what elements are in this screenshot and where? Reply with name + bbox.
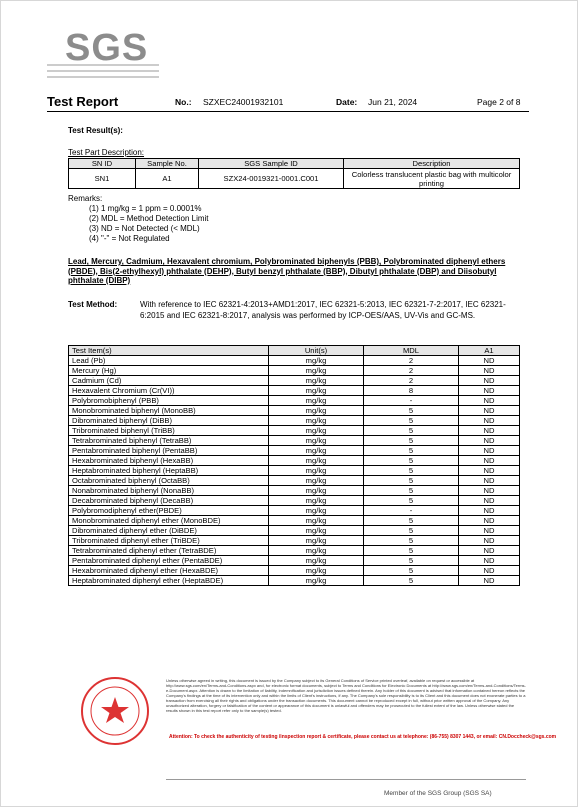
cell-a1: ND — [459, 466, 520, 476]
results-row — [69, 496, 520, 506]
col-description: Description — [344, 159, 520, 169]
cell-unit: mg/kg — [269, 466, 364, 476]
test-method-text: With reference to IEC 62321-4:2013+AMD1:2017, IEC 62321-5:2013, IEC 62321-7-2:2017, IEC 62321-6:2015 and IEC 62321-8:2017, analysis was performed by ICP-OES/AAS, UV-Vis and GC-MS. — [140, 300, 506, 320]
cell-unit: mg/kg — [269, 516, 364, 526]
report-title: Test Report — [47, 94, 119, 109]
results-row — [69, 486, 520, 496]
authenticity-notice: Attention: To check the authenticity of testing /inspection report & certificate, please contact us at telephone: (86-755) 8307 1443, or email: CN.Doccheck@sgs.com — [169, 734, 557, 740]
cell-a1: ND — [459, 426, 520, 436]
col-unit: Unit(s) — [269, 346, 364, 356]
cell-mdl: 5 — [364, 466, 459, 476]
results-row — [69, 386, 520, 396]
cell-mdl: 5 — [364, 406, 459, 416]
results-row — [69, 546, 520, 556]
date-label: Date: — [336, 97, 358, 107]
results-row — [69, 396, 520, 406]
remark-2: (2) MDL = Method Detection Limit — [89, 214, 209, 223]
cell-unit: mg/kg — [269, 526, 364, 536]
results-row — [69, 426, 520, 436]
cell-test-item: Monobrominated diphenyl ether (MonoBDE) — [69, 516, 269, 526]
results-row — [69, 516, 520, 526]
cell-test-item: Tetrabrominated diphenyl ether (TetraBDE) — [69, 546, 269, 556]
cell-test-item: Octabrominated biphenyl (OctaBB) — [69, 476, 269, 486]
cell-test-item: Tribrominated biphenyl (TriBB) — [69, 426, 269, 436]
cell-a1: ND — [459, 516, 520, 526]
cell-a1: ND — [459, 356, 520, 366]
results-row — [69, 436, 520, 446]
col-sgs-sample-id: SGS Sample ID — [199, 159, 344, 169]
cell-mdl: 8 — [364, 386, 459, 396]
member-text: Member of the SGS Group (SGS SA) — [384, 790, 492, 797]
cell-test-item: Heptabrominated biphenyl (HeptaBB) — [69, 466, 269, 476]
results-row — [69, 556, 520, 566]
results-row — [69, 356, 520, 366]
cell-unit: mg/kg — [269, 436, 364, 446]
results-row — [69, 506, 520, 516]
cell-a1: ND — [459, 456, 520, 466]
cell-mdl: 5 — [364, 446, 459, 456]
footer-disclaimer: Unless otherwise agreed in writing, this document is issued by the Company subject to its General Conditions of Service printed overleaf, available on request or accessible at http://www.sgs.com/en/Terms-and-Conditions.aspx and, for electronic format documents, subject to Terms and Conditions for Electronic Documents at http://www.sgs.com/en/Terms-and-Conditions/Terms-e-Document.aspx. Attention is drawn to the limitation of liability, indemnification and jurisdiction issues defined therein. Any holder of this document is advised that information contained hereon reflects the Company's findings at the time of its intervention only and within the limits of Client's instructions, if any. The Company's sole responsibility is to its Client and this document does not exonerate parties to a transaction from exercising all their rights and obligations under the transaction documents. This document cannot be reproduced except in full, without prior written approval of the Company. Any unauthorized alteration, forgery or falsification of the content or appearance of this document is unlawful and offenders may be prosecuted to the fullest extent of the law. Unless otherwise stated the results shown in this test report refer only to the sample(s) tested. — [166, 678, 526, 713]
cell-unit: mg/kg — [269, 556, 364, 566]
cell-test-item: Polybromodiphenyl ether(PBDE) — [69, 506, 269, 516]
cell-unit: mg/kg — [269, 366, 364, 376]
results-row — [69, 416, 520, 426]
cell-a1: ND — [459, 446, 520, 456]
cell-mdl: 5 — [364, 556, 459, 566]
cell-unit: mg/kg — [269, 546, 364, 556]
cell-test-item: Decabrominated biphenyl (DecaBB) — [69, 496, 269, 506]
cell-test-item: Cadmium (Cd) — [69, 376, 269, 386]
logo-text: SGS — [65, 27, 149, 69]
cell-test-item: Pentabrominated biphenyl (PentaBB) — [69, 446, 269, 456]
cell-unit: mg/kg — [269, 396, 364, 406]
col-a1: A1 — [459, 346, 520, 356]
cell-a1: ND — [459, 556, 520, 566]
cell-mdl: 2 — [364, 356, 459, 366]
cell-mdl: 5 — [364, 546, 459, 556]
sgs-seal-stamp — [79, 675, 151, 747]
cell-unit: mg/kg — [269, 496, 364, 506]
cell-unit: mg/kg — [269, 356, 364, 366]
cell-sn-id: SN1 — [69, 169, 136, 189]
remark-3: (3) ND = Not Detected (< MDL) — [89, 224, 200, 233]
results-row — [69, 576, 520, 586]
results-header — [69, 346, 520, 356]
results-row — [69, 466, 520, 476]
test-heading: Lead, Mercury, Cadmium, Hexavalent chromium, Polybrominated biphenyls (PBB), Polybrominated diphenyl ethers (PBDE), Bis(2-ethylhexyl) phthalate (DEHP), Butyl benzyl phthalate (BBP), Dibutyl phthalate (DBP) and Diisobutyl phthalate (DIBP) — [68, 257, 506, 285]
cell-a1: ND — [459, 566, 520, 576]
cell-a1: ND — [459, 396, 520, 406]
results-row — [69, 536, 520, 546]
part-description-label: Test Part Description: — [68, 148, 145, 157]
cell-test-item: Tetrabrominated biphenyl (TetraBB) — [69, 436, 269, 446]
cell-a1: ND — [459, 376, 520, 386]
cell-unit: mg/kg — [269, 386, 364, 396]
results-row — [69, 376, 520, 386]
cell-mdl: 5 — [364, 476, 459, 486]
cell-a1: ND — [459, 436, 520, 446]
results-row — [69, 476, 520, 486]
cell-test-item: Hexabrominated biphenyl (HexaBB) — [69, 456, 269, 466]
cell-a1: ND — [459, 576, 520, 586]
cell-a1: ND — [459, 476, 520, 486]
results-row — [69, 406, 520, 416]
cell-a1: ND — [459, 526, 520, 536]
cell-mdl: 2 — [364, 366, 459, 376]
part-table — [68, 158, 520, 189]
cell-mdl: - — [364, 506, 459, 516]
col-mdl: MDL — [364, 346, 459, 356]
sgs-logo — [47, 21, 159, 79]
cell-unit: mg/kg — [269, 506, 364, 516]
cell-a1: ND — [459, 486, 520, 496]
cell-a1: ND — [459, 506, 520, 516]
header-divider — [47, 111, 529, 112]
cell-test-item: Lead (Pb) — [69, 356, 269, 366]
remarks-title: Remarks: — [68, 194, 103, 203]
results-table — [68, 345, 520, 586]
cell-test-item: Heptabrominated diphenyl ether (HeptaBDE) — [69, 576, 269, 586]
cell-a1: ND — [459, 406, 520, 416]
cell-unit: mg/kg — [269, 446, 364, 456]
cell-mdl: 5 — [364, 426, 459, 436]
cell-unit: mg/kg — [269, 416, 364, 426]
cell-unit: mg/kg — [269, 406, 364, 416]
cell-test-item: Hexabrominated diphenyl ether (HexaBDE) — [69, 566, 269, 576]
cell-a1: ND — [459, 386, 520, 396]
part-table-header — [69, 159, 520, 169]
cell-mdl: 5 — [364, 456, 459, 466]
cell-sample-no: A1 — [136, 169, 199, 189]
cell-mdl: 5 — [364, 416, 459, 426]
results-row — [69, 566, 520, 576]
cell-mdl: 5 — [364, 526, 459, 536]
cell-test-item: Monobrominated biphenyl (MonoBB) — [69, 406, 269, 416]
cell-mdl: 5 — [364, 516, 459, 526]
remark-1: (1) 1 mg/kg = 1 ppm = 0.0001% — [89, 204, 202, 213]
cell-test-item: Nonabrominated biphenyl (NonaBB) — [69, 486, 269, 496]
cell-description: Colorless translucent plastic bag with multicolor printing — [344, 169, 520, 189]
col-sample-no: Sample No. — [136, 159, 199, 169]
test-method-label: Test Method: — [68, 300, 118, 309]
cell-test-item: Mercury (Hg) — [69, 366, 269, 376]
test-results-label: Test Result(s): — [68, 126, 123, 135]
cell-unit: mg/kg — [269, 566, 364, 576]
report-no-label: No.: — [175, 97, 192, 107]
cell-test-item: Hexavalent Chromium (Cr(VI)) — [69, 386, 269, 396]
report-date: Jun 21, 2024 — [368, 97, 418, 107]
cell-sgs-sample-id: SZX24-0019321-0001.C001 — [199, 169, 344, 189]
cell-mdl: 5 — [364, 536, 459, 546]
cell-unit: mg/kg — [269, 426, 364, 436]
col-test-item: Test Item(s) — [69, 346, 269, 356]
cell-test-item: Dibrominated diphenyl ether (DiBDE) — [69, 526, 269, 536]
report-no: SZXEC24001932101 — [203, 97, 284, 107]
cell-test-item: Tribrominated diphenyl ether (TriBDE) — [69, 536, 269, 546]
part-table-row — [69, 169, 520, 189]
remark-4: (4) "-" = Not Regulated — [89, 234, 170, 243]
results-row — [69, 456, 520, 466]
cell-a1: ND — [459, 546, 520, 556]
footer-divider — [166, 779, 526, 780]
cell-unit: mg/kg — [269, 476, 364, 486]
cell-a1: ND — [459, 366, 520, 376]
results-row — [69, 446, 520, 456]
cell-a1: ND — [459, 416, 520, 426]
cell-mdl: - — [364, 396, 459, 406]
cell-unit: mg/kg — [269, 456, 364, 466]
cell-a1: ND — [459, 536, 520, 546]
page-number: Page 2 of 8 — [477, 97, 521, 107]
cell-mdl: 5 — [364, 436, 459, 446]
cell-unit: mg/kg — [269, 576, 364, 586]
cell-mdl: 2 — [364, 376, 459, 386]
cell-unit: mg/kg — [269, 376, 364, 386]
cell-test-item: Pentabrominated diphenyl ether (PentaBDE) — [69, 556, 269, 566]
cell-unit: mg/kg — [269, 536, 364, 546]
col-sn-id: SN ID — [69, 159, 136, 169]
results-row — [69, 366, 520, 376]
cell-mdl: 5 — [364, 576, 459, 586]
cell-mdl: 5 — [364, 496, 459, 506]
cell-test-item: Polybromobiphenyl (PBB) — [69, 396, 269, 406]
cell-a1: ND — [459, 496, 520, 506]
cell-mdl: 5 — [364, 486, 459, 496]
cell-test-item: Dibrominated biphenyl (DiBB) — [69, 416, 269, 426]
cell-unit: mg/kg — [269, 486, 364, 496]
results-row — [69, 526, 520, 536]
cell-mdl: 5 — [364, 566, 459, 576]
